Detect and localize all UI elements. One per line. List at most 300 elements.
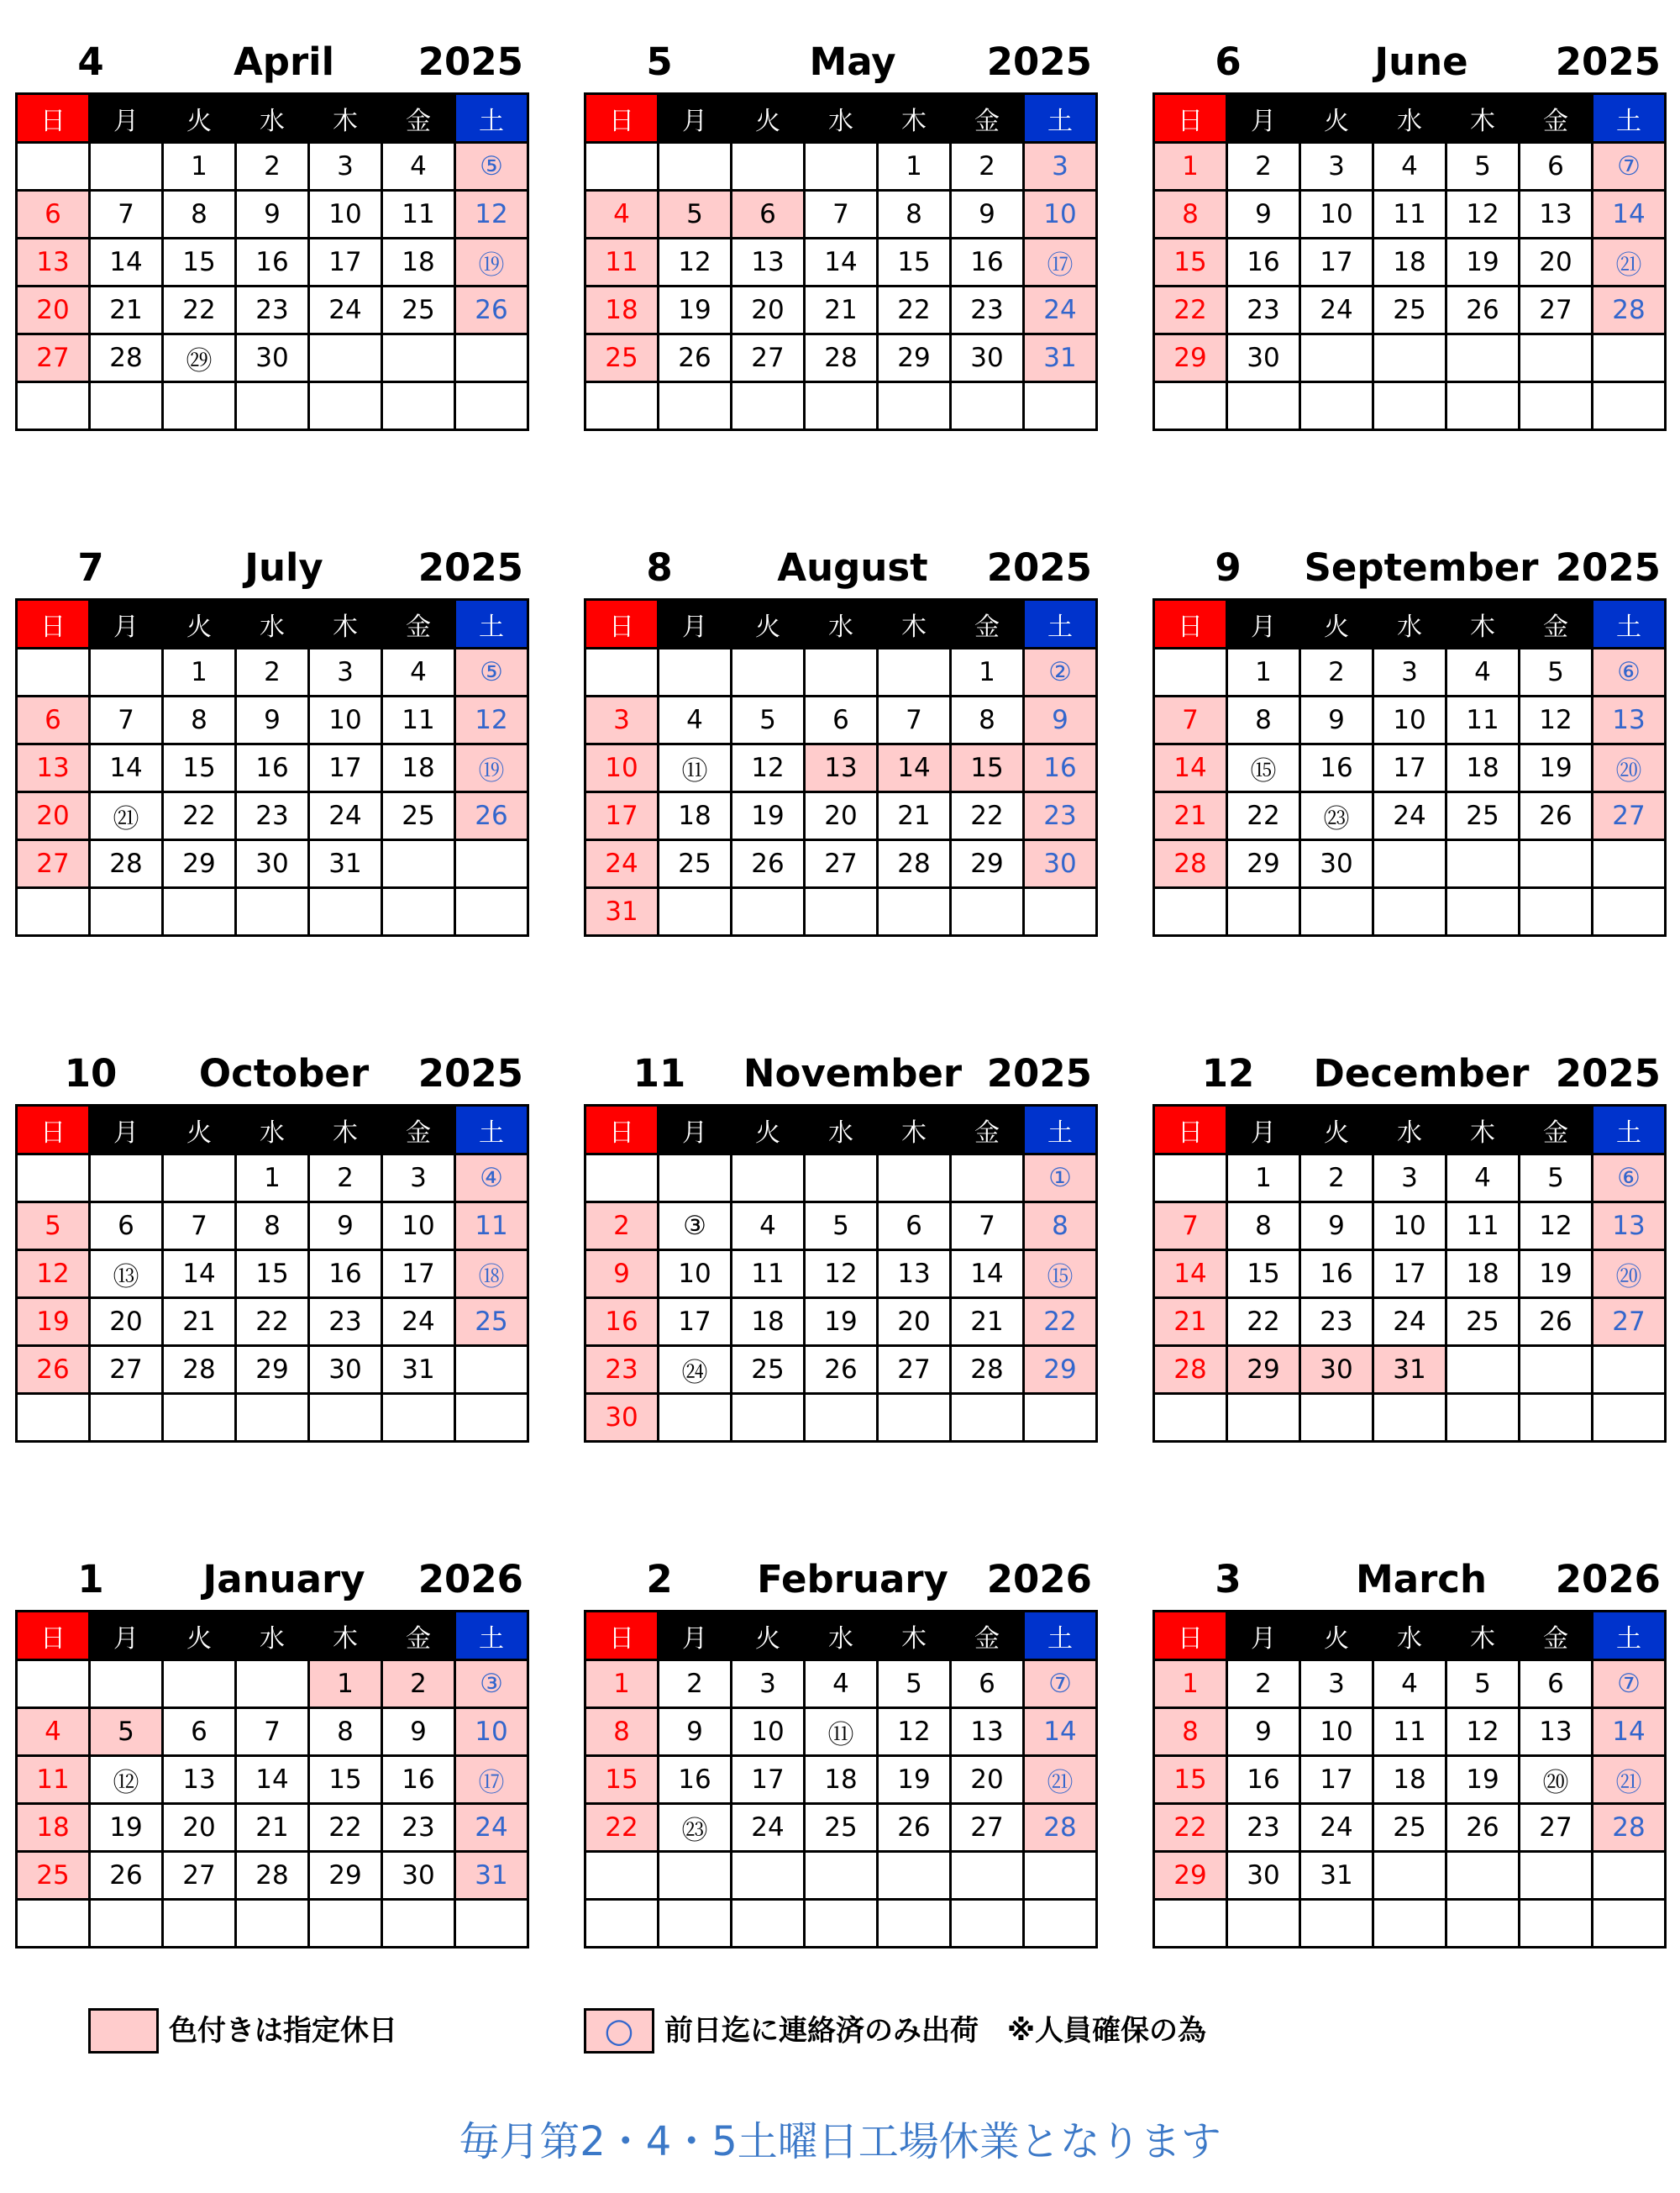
weekday-header: 土 — [455, 1106, 528, 1154]
weekday-header: 土 — [1024, 1106, 1097, 1154]
empty-day-cell — [1446, 1346, 1520, 1394]
day-cell: 20 — [878, 1298, 951, 1346]
weekday-header: 土 — [1024, 1612, 1097, 1660]
day-cell: 27 — [17, 334, 90, 382]
day-cell: 13 — [878, 1250, 951, 1298]
week-row — [1154, 792, 1666, 840]
day-cell: 4 — [1446, 1154, 1520, 1202]
week-row — [585, 191, 1097, 239]
day-cell: 20 — [805, 792, 878, 840]
day-cell: ③ — [455, 1660, 528, 1708]
month-year: 2025 — [1555, 39, 1661, 84]
empty-day-cell — [878, 888, 951, 936]
day-cell: 28 — [1154, 840, 1227, 888]
day-cell: 26 — [17, 1346, 90, 1394]
month-table — [1152, 598, 1667, 937]
day-cell: 1 — [163, 649, 236, 697]
day-cell: 19 — [90, 1804, 163, 1852]
weekday-header: 木 — [1446, 600, 1520, 649]
day-cell: 3 — [309, 143, 382, 191]
day-cell: ⑥ — [1593, 649, 1666, 697]
day-cell: 1 — [309, 1660, 382, 1708]
day-cell: 14 — [1593, 191, 1666, 239]
month-header — [1152, 25, 1669, 92]
day-cell: 7 — [163, 1202, 236, 1250]
day-cell: 2 — [1227, 143, 1300, 191]
empty-day-cell — [17, 888, 90, 936]
day-cell: 30 — [585, 1394, 659, 1442]
day-cell: 10 — [455, 1708, 528, 1756]
month-header — [15, 531, 532, 598]
empty-day-cell — [1373, 888, 1446, 936]
week-row — [1154, 191, 1666, 239]
month-year: 2025 — [986, 39, 1092, 84]
day-cell: 16 — [1024, 744, 1097, 792]
day-cell: 30 — [1300, 840, 1373, 888]
empty-day-cell — [17, 1900, 90, 1948]
day-cell: 24 — [1373, 1298, 1446, 1346]
day-cell: 6 — [163, 1708, 236, 1756]
day-cell: 30 — [1227, 1852, 1300, 1900]
day-cell: 4 — [382, 143, 455, 191]
day-cell: 24 — [309, 792, 382, 840]
month-header — [584, 25, 1100, 92]
day-cell: 15 — [1227, 1250, 1300, 1298]
empty-day-cell — [1593, 1394, 1666, 1442]
week-row — [17, 334, 528, 382]
weekday-header: 火 — [163, 94, 236, 143]
week-row — [17, 1394, 528, 1442]
week-row — [17, 1298, 528, 1346]
weekday-header: 日 — [1154, 1612, 1227, 1660]
week-row — [17, 888, 528, 936]
week-row — [1154, 143, 1666, 191]
day-cell: 19 — [1520, 1250, 1593, 1298]
week-row — [1154, 1852, 1666, 1900]
day-cell: 22 — [236, 1298, 309, 1346]
day-cell: 14 — [1593, 1708, 1666, 1756]
day-cell: 14 — [878, 744, 951, 792]
day-cell: 25 — [1446, 1298, 1520, 1346]
empty-day-cell — [1300, 888, 1373, 936]
day-cell: ㉓ — [659, 1804, 732, 1852]
month-header — [1152, 1543, 1669, 1610]
day-cell: 27 — [951, 1804, 1024, 1852]
weekday-header: 日 — [585, 1612, 659, 1660]
empty-day-cell — [1593, 888, 1666, 936]
day-cell: 14 — [1154, 744, 1227, 792]
day-cell: 19 — [1446, 1756, 1520, 1804]
weekday-header: 日 — [1154, 600, 1227, 649]
month-name: January — [202, 1557, 365, 1601]
weekday-header: 土 — [455, 1612, 528, 1660]
day-cell: 27 — [805, 840, 878, 888]
day-cell: 12 — [1446, 1708, 1520, 1756]
day-cell: 3 — [732, 1660, 805, 1708]
day-cell: 14 — [951, 1250, 1024, 1298]
day-cell: 3 — [1373, 649, 1446, 697]
day-cell: 13 — [805, 744, 878, 792]
month-january-2026 — [15, 1543, 532, 1948]
empty-day-cell — [382, 334, 455, 382]
empty-day-cell — [1154, 1900, 1227, 1948]
week-row — [1154, 1298, 1666, 1346]
empty-day-cell — [805, 382, 878, 430]
day-cell: ④ — [455, 1154, 528, 1202]
empty-day-cell — [878, 649, 951, 697]
day-cell: 9 — [951, 191, 1024, 239]
day-cell: 5 — [17, 1202, 90, 1250]
empty-day-cell — [163, 1394, 236, 1442]
day-cell: 17 — [1373, 1250, 1446, 1298]
empty-day-cell — [732, 382, 805, 430]
day-cell: 27 — [1520, 287, 1593, 334]
empty-day-cell — [732, 143, 805, 191]
day-cell: 10 — [1373, 1202, 1446, 1250]
weekday-header-row — [585, 1612, 1097, 1660]
month-number: 12 — [1201, 1051, 1255, 1096]
weekday-header: 金 — [951, 94, 1024, 143]
week-row — [17, 1756, 528, 1804]
day-cell: 18 — [1373, 1756, 1446, 1804]
month-year: 2025 — [417, 545, 523, 590]
day-cell: 1 — [1227, 1154, 1300, 1202]
day-cell: ㉔ — [659, 1346, 732, 1394]
month-header — [584, 1543, 1100, 1610]
weekday-header: 月 — [659, 1612, 732, 1660]
day-cell: 7 — [878, 697, 951, 744]
week-row — [17, 1804, 528, 1852]
day-cell: 11 — [17, 1756, 90, 1804]
empty-day-cell — [236, 1900, 309, 1948]
day-cell: 25 — [382, 287, 455, 334]
empty-day-cell — [1227, 1900, 1300, 1948]
weekday-header: 土 — [1024, 94, 1097, 143]
weekday-header: 日 — [585, 94, 659, 143]
day-cell: ⑬ — [90, 1250, 163, 1298]
weekday-header: 火 — [163, 1106, 236, 1154]
day-cell: 22 — [1154, 1804, 1227, 1852]
empty-day-cell — [455, 1346, 528, 1394]
day-cell: 18 — [17, 1804, 90, 1852]
day-cell: 9 — [1227, 191, 1300, 239]
month-table — [15, 598, 529, 937]
weekday-header: 日 — [17, 94, 90, 143]
empty-day-cell — [163, 382, 236, 430]
day-cell: 29 — [1154, 334, 1227, 382]
empty-day-cell — [1593, 840, 1666, 888]
day-cell: 12 — [17, 1250, 90, 1298]
empty-day-cell — [732, 1154, 805, 1202]
day-cell: 15 — [585, 1756, 659, 1804]
day-cell: 26 — [1520, 1298, 1593, 1346]
empty-day-cell — [732, 888, 805, 936]
day-cell: 8 — [951, 697, 1024, 744]
week-row — [1154, 334, 1666, 382]
week-row — [1154, 697, 1666, 744]
weekday-header: 水 — [236, 600, 309, 649]
day-cell: 23 — [382, 1804, 455, 1852]
week-row — [1154, 1394, 1666, 1442]
day-cell: 2 — [236, 143, 309, 191]
weekday-header: 日 — [17, 1106, 90, 1154]
week-row — [585, 792, 1097, 840]
day-cell: 17 — [309, 744, 382, 792]
weekday-header-row — [1154, 1612, 1666, 1660]
day-cell: 29 — [309, 1852, 382, 1900]
day-cell: 24 — [382, 1298, 455, 1346]
empty-day-cell — [805, 1852, 878, 1900]
empty-day-cell — [659, 1852, 732, 1900]
day-cell: 2 — [659, 1660, 732, 1708]
empty-day-cell — [1593, 1346, 1666, 1394]
month-april-2025 — [15, 25, 532, 431]
day-cell: 12 — [455, 191, 528, 239]
empty-day-cell — [1520, 840, 1593, 888]
day-cell: ⑦ — [1024, 1660, 1097, 1708]
empty-day-cell — [878, 1394, 951, 1442]
empty-day-cell — [951, 1852, 1024, 1900]
empty-day-cell — [1593, 382, 1666, 430]
month-december-2025 — [1152, 1037, 1669, 1443]
day-cell: 5 — [659, 191, 732, 239]
day-cell: 2 — [382, 1660, 455, 1708]
day-cell: 23 — [1024, 792, 1097, 840]
weekday-header-row — [17, 94, 528, 143]
month-may-2025 — [584, 25, 1100, 431]
day-cell: 12 — [805, 1250, 878, 1298]
day-cell: 4 — [805, 1660, 878, 1708]
day-cell: 25 — [382, 792, 455, 840]
weekday-header: 日 — [585, 1106, 659, 1154]
day-cell: 2 — [585, 1202, 659, 1250]
month-header — [1152, 531, 1669, 598]
day-cell: 8 — [1024, 1202, 1097, 1250]
month-year: 2025 — [986, 1051, 1092, 1096]
day-cell: 11 — [585, 239, 659, 287]
day-cell: ㉑ — [90, 792, 163, 840]
day-cell: 30 — [236, 840, 309, 888]
day-cell: 23 — [1300, 1298, 1373, 1346]
day-cell: 5 — [805, 1202, 878, 1250]
empty-day-cell — [236, 1660, 309, 1708]
day-cell: 3 — [1024, 143, 1097, 191]
empty-day-cell — [382, 382, 455, 430]
empty-day-cell — [90, 1394, 163, 1442]
day-cell: 7 — [90, 697, 163, 744]
day-cell: ⑰ — [1024, 239, 1097, 287]
week-row — [1154, 1250, 1666, 1298]
day-cell: 2 — [1300, 649, 1373, 697]
week-row — [585, 1346, 1097, 1394]
empty-day-cell — [309, 334, 382, 382]
day-cell: 29 — [951, 840, 1024, 888]
weekday-header: 火 — [163, 1612, 236, 1660]
week-row — [585, 1154, 1097, 1202]
day-cell: 27 — [163, 1852, 236, 1900]
day-cell: 11 — [382, 697, 455, 744]
day-cell: 14 — [1024, 1708, 1097, 1756]
weekday-header: 金 — [1520, 600, 1593, 649]
day-cell: 26 — [732, 840, 805, 888]
day-cell: 17 — [1373, 744, 1446, 792]
weekday-header: 水 — [805, 94, 878, 143]
day-cell: ⑥ — [1593, 1154, 1666, 1202]
empty-day-cell — [90, 649, 163, 697]
month-year: 2025 — [1555, 545, 1661, 590]
weekday-header: 火 — [732, 600, 805, 649]
day-cell: 7 — [1154, 697, 1227, 744]
empty-day-cell — [17, 143, 90, 191]
month-number: 6 — [1215, 39, 1242, 84]
empty-day-cell — [1593, 1900, 1666, 1948]
weekday-header: 水 — [1373, 1106, 1446, 1154]
month-number: 2 — [646, 1557, 673, 1601]
weekday-header: 金 — [382, 94, 455, 143]
empty-day-cell — [585, 1154, 659, 1202]
empty-day-cell — [659, 649, 732, 697]
week-row — [585, 1804, 1097, 1852]
day-cell: 28 — [805, 334, 878, 382]
day-cell: 3 — [585, 697, 659, 744]
day-cell: 20 — [90, 1298, 163, 1346]
day-cell: 15 — [309, 1756, 382, 1804]
day-cell: 2 — [236, 649, 309, 697]
empty-day-cell — [17, 1394, 90, 1442]
empty-day-cell — [1300, 334, 1373, 382]
week-row — [585, 697, 1097, 744]
weekday-header: 金 — [1520, 1106, 1593, 1154]
empty-day-cell — [17, 1154, 90, 1202]
weekday-header: 日 — [1154, 94, 1227, 143]
day-cell: 11 — [1373, 191, 1446, 239]
day-cell: 11 — [1373, 1708, 1446, 1756]
day-cell: 29 — [1227, 1346, 1300, 1394]
week-row — [1154, 1154, 1666, 1202]
month-name: April — [233, 39, 335, 84]
empty-day-cell — [163, 1660, 236, 1708]
month-header — [1152, 1037, 1669, 1104]
day-cell: 6 — [1520, 1660, 1593, 1708]
day-cell: 15 — [1154, 239, 1227, 287]
week-row — [17, 649, 528, 697]
week-row — [17, 239, 528, 287]
empty-day-cell — [878, 1154, 951, 1202]
empty-day-cell — [585, 1852, 659, 1900]
day-cell: ⑰ — [455, 1756, 528, 1804]
month-name: December — [1313, 1051, 1530, 1096]
day-cell: 26 — [1520, 792, 1593, 840]
weekday-header: 月 — [90, 94, 163, 143]
week-row — [1154, 239, 1666, 287]
month-number: 4 — [77, 39, 104, 84]
empty-day-cell — [1446, 1900, 1520, 1948]
day-cell: 3 — [382, 1154, 455, 1202]
day-cell: 6 — [17, 697, 90, 744]
weekday-header: 水 — [236, 1106, 309, 1154]
empty-day-cell — [951, 888, 1024, 936]
week-row — [17, 191, 528, 239]
day-cell: 13 — [732, 239, 805, 287]
week-row — [1154, 1900, 1666, 1948]
day-cell: 25 — [455, 1298, 528, 1346]
day-cell: 28 — [236, 1852, 309, 1900]
day-cell: 12 — [659, 239, 732, 287]
day-cell: 10 — [382, 1202, 455, 1250]
day-cell: 29 — [236, 1346, 309, 1394]
month-number: 5 — [646, 39, 673, 84]
weekday-header: 火 — [1300, 600, 1373, 649]
day-cell: 21 — [878, 792, 951, 840]
month-name: March — [1355, 1557, 1488, 1601]
weekday-header: 木 — [309, 600, 382, 649]
day-cell: 23 — [236, 287, 309, 334]
empty-day-cell — [90, 1154, 163, 1202]
week-row — [585, 287, 1097, 334]
month-july-2025 — [15, 531, 532, 937]
day-cell: ① — [1024, 1154, 1097, 1202]
week-row — [585, 1298, 1097, 1346]
empty-day-cell — [1446, 888, 1520, 936]
empty-day-cell — [236, 382, 309, 430]
weekday-header: 月 — [1227, 1106, 1300, 1154]
empty-day-cell — [382, 840, 455, 888]
day-cell: 28 — [1024, 1804, 1097, 1852]
day-cell: 19 — [878, 1756, 951, 1804]
empty-day-cell — [805, 888, 878, 936]
day-cell: ㉙ — [163, 334, 236, 382]
day-cell: 31 — [382, 1346, 455, 1394]
day-cell: 5 — [90, 1708, 163, 1756]
month-table — [1152, 1104, 1667, 1443]
day-cell: 24 — [1024, 287, 1097, 334]
month-table — [584, 1610, 1098, 1948]
weekday-header: 木 — [878, 1612, 951, 1660]
empty-day-cell — [90, 1900, 163, 1948]
day-cell: 6 — [1520, 143, 1593, 191]
legend-holiday-text: 色付きは指定休日 — [169, 2014, 397, 2048]
empty-day-cell — [163, 1900, 236, 1948]
empty-day-cell — [1373, 334, 1446, 382]
empty-day-cell — [659, 1394, 732, 1442]
day-cell: 9 — [1024, 697, 1097, 744]
empty-day-cell — [585, 1900, 659, 1948]
day-cell: 21 — [90, 287, 163, 334]
day-cell: 21 — [1154, 1298, 1227, 1346]
empty-day-cell — [1373, 382, 1446, 430]
week-row — [17, 143, 528, 191]
month-name: September — [1304, 545, 1539, 590]
empty-day-cell — [805, 143, 878, 191]
day-cell: 26 — [455, 287, 528, 334]
empty-day-cell — [309, 888, 382, 936]
day-cell: 27 — [90, 1346, 163, 1394]
day-cell: 5 — [1520, 649, 1593, 697]
empty-day-cell — [1373, 1852, 1446, 1900]
day-cell: ⑫ — [90, 1756, 163, 1804]
empty-day-cell — [732, 1852, 805, 1900]
day-cell: ㉑ — [1593, 239, 1666, 287]
day-cell: 9 — [236, 191, 309, 239]
week-row — [17, 1250, 528, 1298]
day-cell: 4 — [585, 191, 659, 239]
empty-day-cell — [90, 1660, 163, 1708]
day-cell: 1 — [585, 1660, 659, 1708]
empty-day-cell — [1024, 382, 1097, 430]
empty-day-cell — [1373, 1394, 1446, 1442]
weekday-header: 木 — [309, 1612, 382, 1660]
empty-day-cell — [382, 1900, 455, 1948]
